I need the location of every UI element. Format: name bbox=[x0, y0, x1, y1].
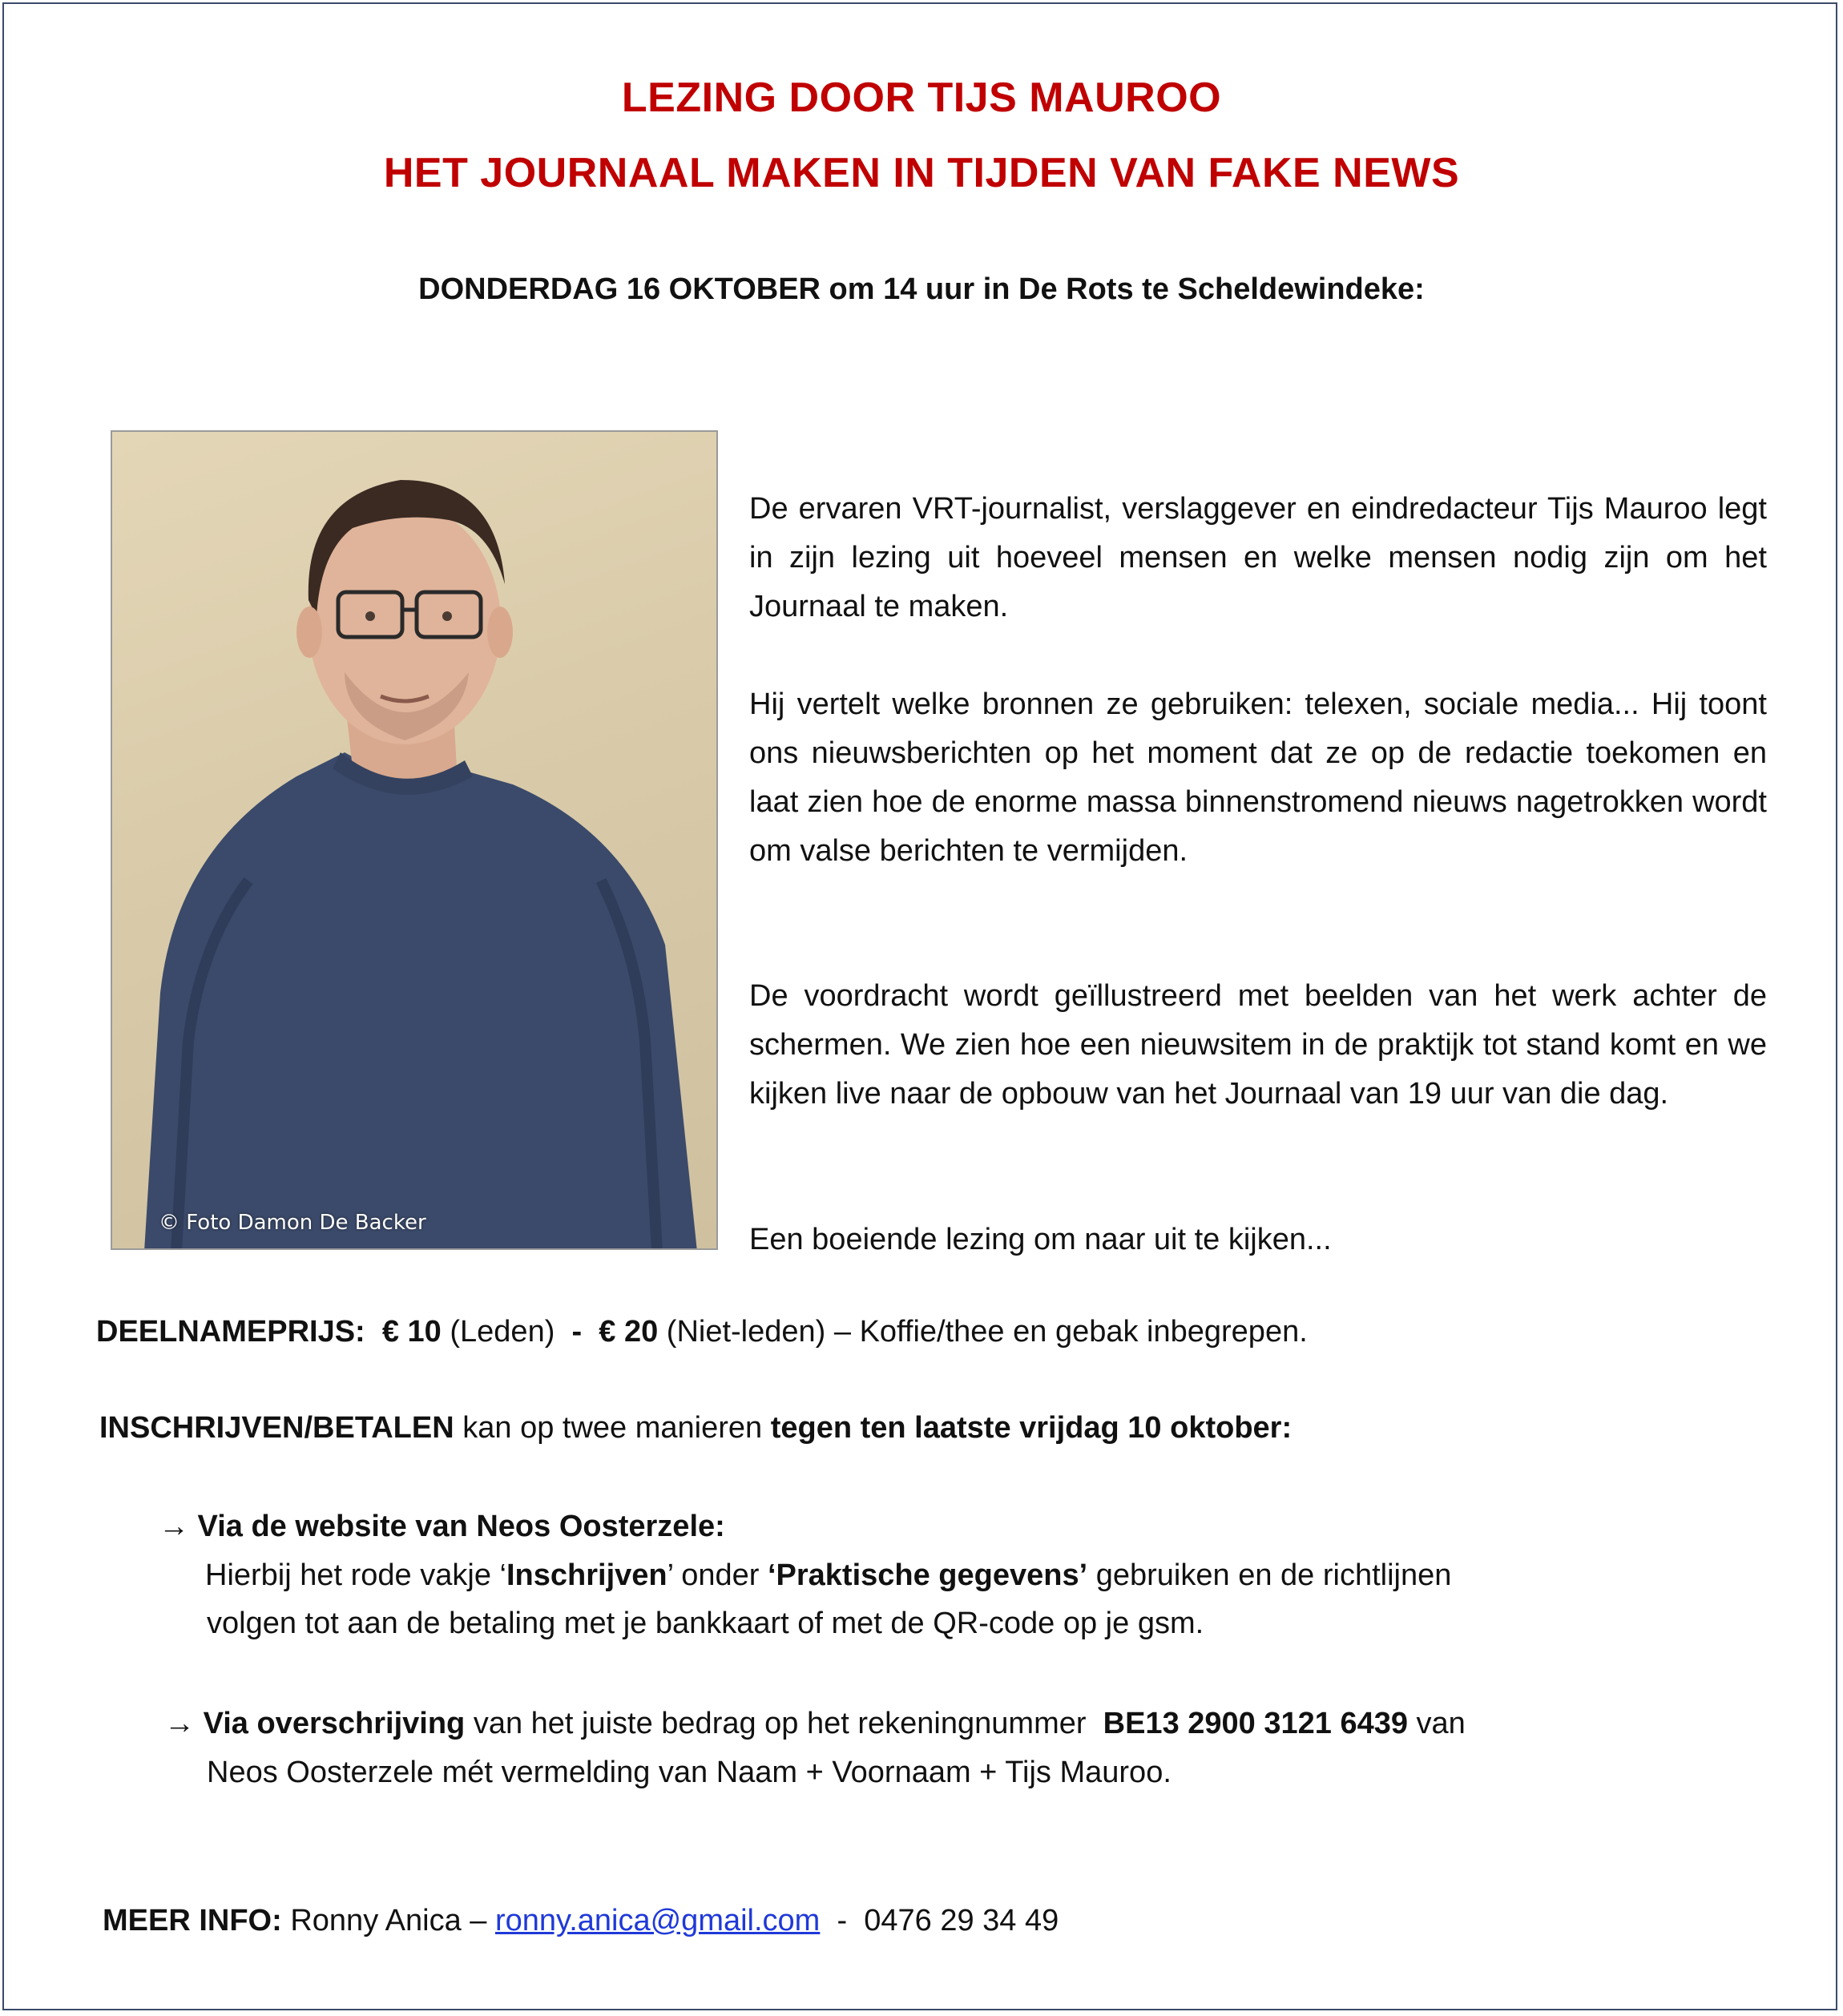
registration-label: INSCHRIJVEN/BETALEN bbox=[99, 1411, 454, 1445]
transfer-option-line-1 bbox=[164, 1699, 1466, 1748]
description-paragraph-4: Een boeiende lezing om naar uit te kijken... bbox=[749, 1223, 1332, 1256]
contact-label: MEER INFO: bbox=[103, 1904, 282, 1937]
portrait-photo-icon bbox=[112, 432, 718, 1250]
speaker-photo bbox=[111, 430, 718, 1250]
title-speaker: LEZING DOOR TIJS MAUROO bbox=[621, 75, 1222, 121]
website-text-e: gebruiken en de richtlijnen bbox=[1095, 1558, 1452, 1592]
price-nonmembers-amount: € 20 bbox=[599, 1315, 659, 1349]
website-text-inschrijven: Inschrijven bbox=[506, 1558, 667, 1592]
website-option-line-1 bbox=[205, 1551, 1451, 1600]
price-members-text: (Leden) bbox=[450, 1315, 555, 1349]
website-option-heading: → Via de website van Neos Oosterzele: bbox=[159, 1510, 725, 1543]
transfer-option-line-2: Neos Oosterzele mét vermelding van Naam + Voornaam + Tijs Mauroo. bbox=[207, 1756, 1172, 1789]
website-option-line-2: volgen tot aan de betaling met je bankkaart of met de QR-code op je gsm. bbox=[207, 1607, 1204, 1640]
transfer-text-b: van bbox=[1416, 1707, 1466, 1740]
website-text-c: ’ onder bbox=[667, 1558, 760, 1592]
price-label: DEELNAMEPRIJS: bbox=[96, 1315, 365, 1349]
contact-phone: 0476 29 34 49 bbox=[864, 1904, 1059, 1937]
price-members-amount: € 10 bbox=[381, 1315, 442, 1349]
arrow-right-icon: → bbox=[164, 1707, 195, 1740]
event-dateline: DONDERDAG 16 OKTOBER om 14 uur in De Rots te Scheldewindeke: bbox=[418, 272, 1425, 306]
contact-separator: - bbox=[837, 1904, 848, 1937]
photo-credit: © Foto Damon De Backer bbox=[159, 1211, 426, 1235]
price-separator: - bbox=[571, 1315, 583, 1349]
description-paragraph-1: De ervaren VRT-journalist, verslaggever en eindredacteur Tijs Mauroo legt in zijn lezing uit hoeveel mensen en welke mensen nodig zijn om het Journaal te maken. bbox=[749, 492, 1767, 623]
description-paragraph-2: Hij vertelt welke bronnen ze gebruiken: telexen, sociale media... Hij toont ons nieuwsberichten op het moment dat ze op de redactie toekomen en laat zien hoe de enorme massa binnenstromend nieuws nagetrokken wordt om valse berichten te vermijden. bbox=[749, 687, 1767, 868]
website-text-a: Hierbij het rode vakje ‘ bbox=[205, 1558, 506, 1592]
title-topic: HET JOURNAAL MAKEN IN TIJDEN VAN FAKE NEWS bbox=[383, 150, 1460, 196]
contact-info-line bbox=[103, 1897, 1059, 1945]
registration-deadline: tegen ten laatste vrijdag 10 oktober: bbox=[770, 1411, 1293, 1445]
price-nonmembers-text: (Niet-leden) – Koffie/thee en gebak inbegrepen. bbox=[666, 1315, 1308, 1349]
description-paragraph-3: De voordracht wordt geïllustreerd met beelden van het werk achter de schermen. We zien hoe een nieuwsitem in de praktijk tot stand komt en we kijken live naar de opbouw van het Journaal van 19 uur van die dag. bbox=[749, 979, 1767, 1111]
transfer-heading: Via overschrijving bbox=[203, 1707, 466, 1740]
registration-line bbox=[99, 1404, 1292, 1453]
price-line bbox=[96, 1308, 1308, 1357]
contact-name: Ronny Anica – bbox=[290, 1904, 487, 1937]
website-text-praktische: ‘Praktische gegevens’ bbox=[767, 1558, 1088, 1592]
transfer-text-a: van het juiste bedrag op het rekeningnummer bbox=[473, 1707, 1087, 1740]
contact-email-link[interactable]: ronny.anica@gmail.com bbox=[494, 1904, 821, 1937]
transfer-iban: BE13 2900 3121 6439 bbox=[1103, 1707, 1408, 1740]
registration-middle: kan op twee manieren bbox=[462, 1411, 763, 1445]
